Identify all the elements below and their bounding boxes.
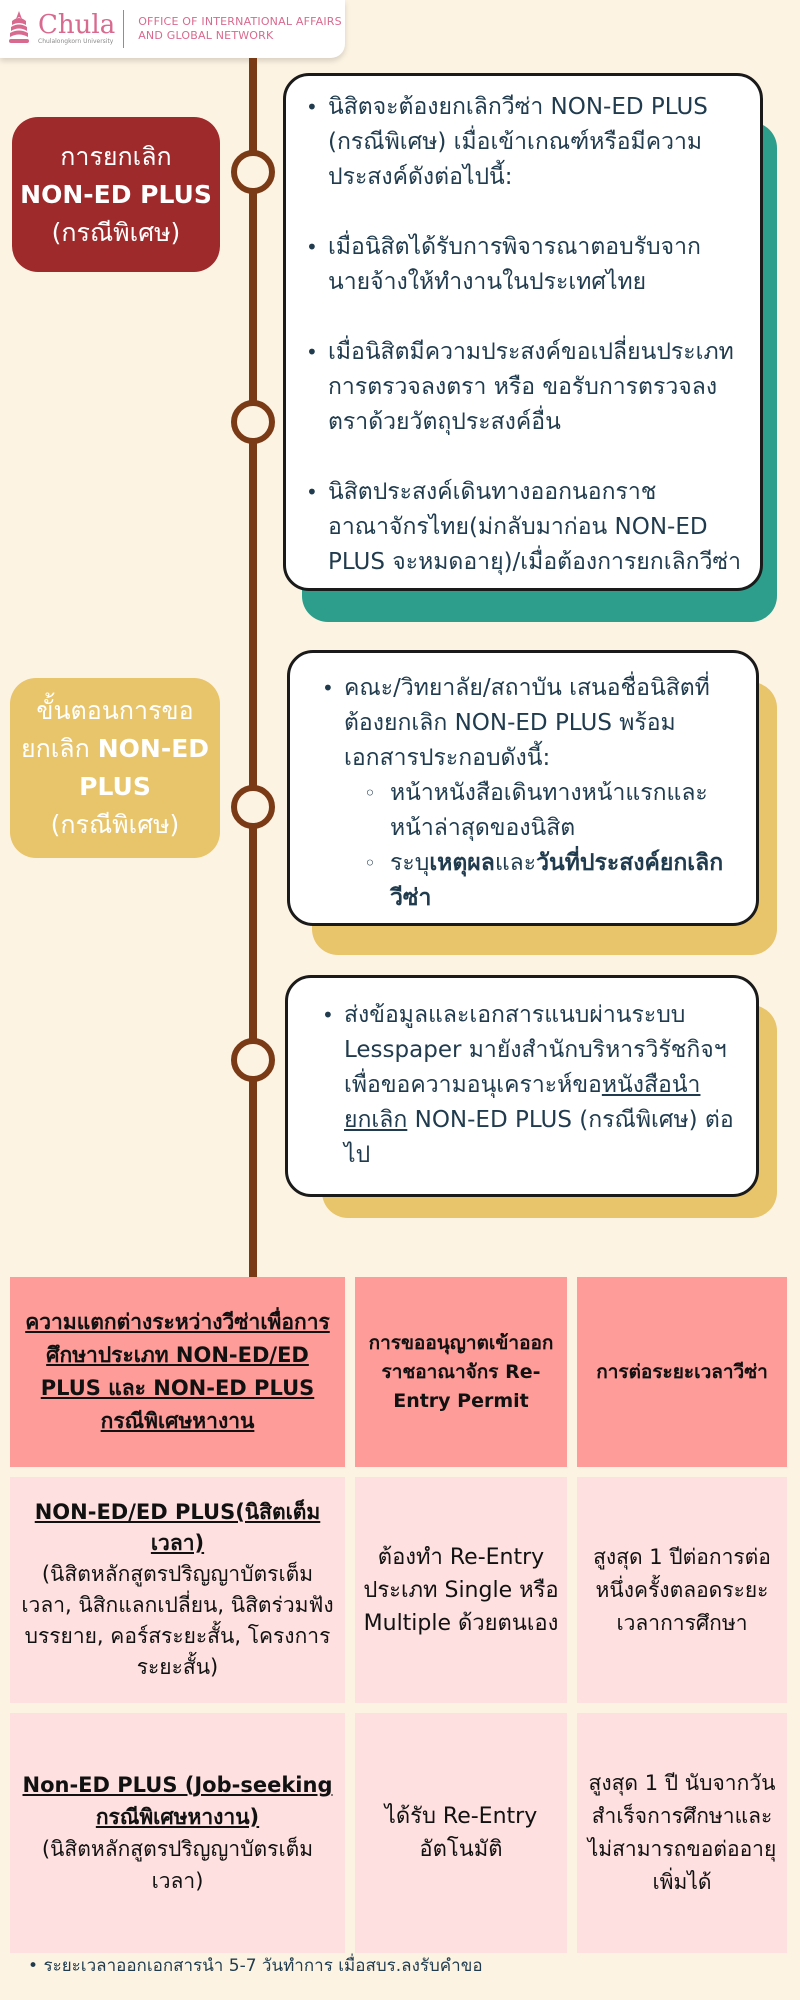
section-label-line: ขั้นตอนการขอ [36,696,194,725]
sub-list-item: ◦ ระบุเหตุผลและวันที่ประสงค์ยกเลิกวีซ่า [364,846,740,916]
criteria-list [306,90,744,580]
table-row-ed-plus-reentry: ต้องทำ Re-Entry ประเภท Single หรือ Multiple ด้วยตนเอง [355,1477,567,1703]
list-item: • เมื่อนิสิตได้รับการพิจารณาตอบรับจากนายจ้างให้ทำงานในประเทศไทย [306,230,744,300]
bullet-icon: • [28,1956,44,1976]
sub-list-item: ◦ หน้าหนังสือเดินทางหน้าแรกและหน้าล่าสุดของนิสิต [364,776,740,846]
section-label-line: (กรณีพิเศษ) [50,810,180,839]
logo-divider [123,10,124,48]
letter-link[interactable]: หนังสือนำยกเลิก [344,1072,701,1133]
table-header-comparison: ความแตกต่างระหว่างวีซ่าเพื่อการศึกษาประเภท NON-ED/ED PLUS และ NON-ED PLUS กรณีพิเศษหางาน [10,1277,345,1467]
section-label-line: การยกเลิก [60,141,172,171]
list-item: • ส่งข้อมูลและเอกสารแนบผ่านระบบ Lesspaper มายังสำนักบริหารวิรัชกิจฯ เพื่อขอความอนุเคราะห์ขอหนังสือนำยกเลิก NON-ED PLUS (กรณีพิเศษ) ต่อไป [322,998,740,1173]
step2-list [322,998,740,1173]
office-name-line2: AND GLOBAL NETWORK [138,29,274,42]
office-name-line1: OFFICE OF INTERNATIONAL AFFAIRS [138,15,342,28]
logo-sub: Chulalongkorn University [38,38,114,45]
criteria-card [283,73,763,591]
section-label-cancel [12,117,220,272]
chula-emblem-icon [6,9,32,49]
section-label-line: ยกเลิก NON-ED [20,734,210,763]
section-label-procedure [10,678,220,858]
list-item: • คณะ/วิทยาลัย/สถาบัน เสนอชื่อนิสิตที่ต้องยกเลิก NON-ED PLUS พร้อมเอกสารประกอบดังนี้: [322,671,740,776]
footnote: • ระยะเวลาออกเอกสารนำ 5-7 วันทำการ เมื่อสบร.ลงรับคำขอ [28,1956,483,1976]
table-row-jobseeking-reentry: ได้รับ Re-Entry อัตโนมัติ [355,1713,567,1953]
logo-name: Chula [38,10,116,40]
step1-list [322,671,740,776]
table-header-extension: การต่อระยะเวลาวีซ่า [577,1277,787,1467]
timeline-node [231,785,275,829]
timeline-line [249,58,257,1280]
table-row-ed-plus-extension: สูงสุด 1 ปีต่อการต่อหนึ่งครั้งตลอดระยะเวลาการศึกษา [577,1477,787,1703]
section-label-line: PLUS [79,772,151,801]
header-logo[interactable] [0,0,345,58]
section-label-line: (กรณีพิเศษ) [51,217,181,247]
table-row-jobseeking-extension: สูงสุด 1 ปี นับจากวันสำเร็จการศึกษาและไม่สามารถขอต่ออายุเพิ่มได้ [577,1713,787,1953]
section-label-line: NON-ED PLUS [20,179,212,209]
list-item: • นิสิตจะต้องยกเลิกวีซ่า NON-ED PLUS (กรณีพิเศษ) เมื่อเข้าเกณฑ์หรือมีความประสงค์ดังต่อไปนี้: [306,90,744,195]
timeline-node [231,1038,275,1082]
list-item: • นิสิตประสงค์เดินทางออกนอกราชอาณาจักรไทย(ม่กลับมาก่อน NON-ED PLUS จะหมดอายุ)/เมื่อต้องการยกเลิกวีซ่า [306,475,744,580]
step1-card [287,650,759,926]
table-row-ed-plus-type: NON-ED/ED PLUS(นิสิตเต็มเวลา) (นิสิตหลักสูตรปริญญาบัตรเต็มเวลา, นิสิกแลกเปลี่ยน, นิสิตร่วมฟังบรรยาย, คอร์สระยะสั้น, โครงการระยะสั้น) [10,1477,345,1703]
step2-card [285,975,759,1197]
timeline-node [231,150,275,194]
table-header-reentry: การขออนุญาตเข้าออกราชอาณาจักร Re-Entry Permit [355,1277,567,1467]
step1-sublist [322,776,740,916]
timeline-node [231,400,275,444]
table-row-jobseeking-type: Non-ED PLUS (Job-seeking กรณีพิเศษหางาน) (นิสิตหลักสูตรปริญญาบัตรเต็มเวลา) [10,1713,345,1953]
list-item: • เมื่อนิสิตมีความประสงค์ขอเปลี่ยนประเภทการตรวจลงตรา หรือ ขอรับการตรวจลงตราด้วยวัตถุประสงค์อื่น [306,335,744,440]
